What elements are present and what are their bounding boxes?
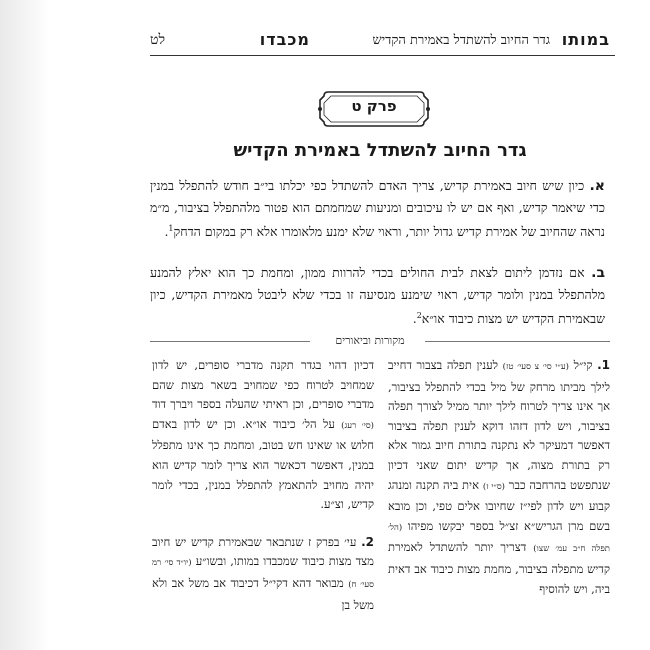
header-section-title: גדר החיוב להשתדל באמירת הקדיש xyxy=(372,33,550,48)
footnote-ref: 2 xyxy=(416,311,422,320)
note-text: דכיון דהוי בגדר תקנה מדברי סופרים, יש לדון שמחויב לטרוח כפי שמחויב בשאר מצות שהם מדברי סופרים, וכן ראיתי שהעלה בספר ויברך דוד xyxy=(152,358,374,412)
note-text: אית ביה תקנה ומנהג קבוע ויש לדון לפי״ז שחיובו אלים טפי, וכן מובא בשם מרן הגריש״א זצ״ל בספר יבקשו מפיהו xyxy=(388,477,610,533)
notes-divider xyxy=(150,334,610,350)
notes-title: מקורות וביאורים xyxy=(335,334,405,347)
note-text: דצריך יותר להשתדל לאמירת קדיש מתפלה בציבור, מחמת מצות כיבוד אב דאית ביה, ויש להוסיף xyxy=(388,540,610,596)
header-rule xyxy=(150,55,615,56)
note-source: (סי׳ רעג) xyxy=(341,420,374,431)
page-edge-shadow xyxy=(0,0,50,650)
note-source: (ע״י סי׳ צ סעי׳ טז) xyxy=(502,362,569,372)
footnote-ref: 1 xyxy=(168,224,174,233)
note-text: עי׳ בפרק ז שנתבאר שבאמירת קדיש יש חיוב מצד מצות כיבוד שמכבדו במותו, ובשו״ע xyxy=(152,534,375,569)
header-title-right: במותו xyxy=(561,30,610,49)
divider-line-left xyxy=(150,341,310,342)
note-source: (ס״י ז) xyxy=(482,481,505,492)
notes-column-right xyxy=(388,356,610,599)
paragraph-number: ב. xyxy=(591,265,606,281)
paragraph-b: ב. אם נזדמן ליתום לצאת לבית החולים בכדי להרוות ממון, ומחמת כך הוא יאלץ להמנע מלהתפלל במנין ולומר קדיש, ראוי שימנע מנסיעה זו בכדי שלא ליבטל מאמירת הקדיש, כיון שבאמירת הקדיש יש מצות כיבוד או״א$^2$. xyxy=(150,265,606,327)
paragraph-number: א. xyxy=(589,178,605,194)
note-text: על הל׳ כיבוד או״א. וכן יש לדון באדם חלוש או שאינו חש בטוב, ומחמת כך אינו מתפלל במנין, דאפשר דכאשר הוא צריך לומר קדיש הוא יהיה מחויב להתאמץ להתפלל במנין, בכדי לומר קדיש, וצ״ע. xyxy=(152,416,374,512)
note-source: (הל׳ תפלה ח״ב עמ׳ שצו) xyxy=(388,522,610,555)
paragraph-text: אם נזדמן ליתום לצאת לבית החולים בכדי להרוות ממון, ומחמת כך הוא יאלץ להמנע מלהתפלל במנין ולומר קדיש, ראוי שימנע מנסיעה זו בכדי שלא ליבטל מאמירת הקדיש, כיון שבאמירת הקדיש יש מצות כיבוד או״א xyxy=(150,265,605,327)
note-gap xyxy=(152,515,374,533)
paragraph-text: כיון שיש חיוב באמירת קדיש, צריך האדם להשתדל כפי יכלתו בי״ב חודש להתפלל במנין כדי שיאמר קדיש, ואף אם יש לו עיכובים ומניעות שמחמתם הוא פטור מלהתפלל בציבור, מ״מ נראה שהחיוב של אמירת קדיש גדול יותר, וראוי שלא ימנע מלאומרו אלא רק במקום הדחק xyxy=(150,178,605,240)
divider-line-right xyxy=(425,341,610,342)
note-source: (יו״ד סי׳ רמ סעי׳ ח) xyxy=(152,558,374,590)
note-number: 1. xyxy=(597,358,611,372)
note-text: לענין תפלה בצבור דחייב לילך מביתו מרחק של מיל בכדי להתפלל בציבור, אך אינו צריך לטרוח לילך יותר ממיל לצורך תפלה בציבור, ויש לדון דזהו דוקא לענין תפלה בציבור דאפשר דמעיקר לא נתקנה בתורת חיוב גמור אלא רק בתורת מצוה, אך קדיש יתום שאני דכיון שנתפשט בהרחבה כבר xyxy=(388,358,611,492)
paragraph-a: א. כיון שיש חיוב באמירת קדיש, צריך האדם להשתדל כפי יכלתו בי״ב חודש להתפלל במנין כדי שיאמר קדיש, ואף אם יש לו עיכובים ומניעות שמחמתם הוא פטור מלהתפלל בציבור, מ״מ נראה שהחיוב של אמירת קדיש גדול יותר, וראוי שלא ימנע מלאומרו אלא רק במקום הדחק$^1$. xyxy=(150,178,605,240)
chapter-label: פרק ט xyxy=(351,97,397,115)
page-number: לט xyxy=(150,32,166,48)
chapter-ornament-frame xyxy=(316,88,432,130)
header-title-left: מכבדו xyxy=(259,30,310,49)
note-text: מבואר דהא דקי״ל דכיבוד אב משל אב ולא משל בן xyxy=(152,575,374,612)
note-text: קי״ל xyxy=(573,358,593,372)
note-number: 2. xyxy=(361,534,375,549)
running-header xyxy=(150,30,610,52)
notes-column-left xyxy=(152,356,374,615)
chapter-title: גדר החיוב להשתדל באמירת הקדיש xyxy=(233,140,527,161)
